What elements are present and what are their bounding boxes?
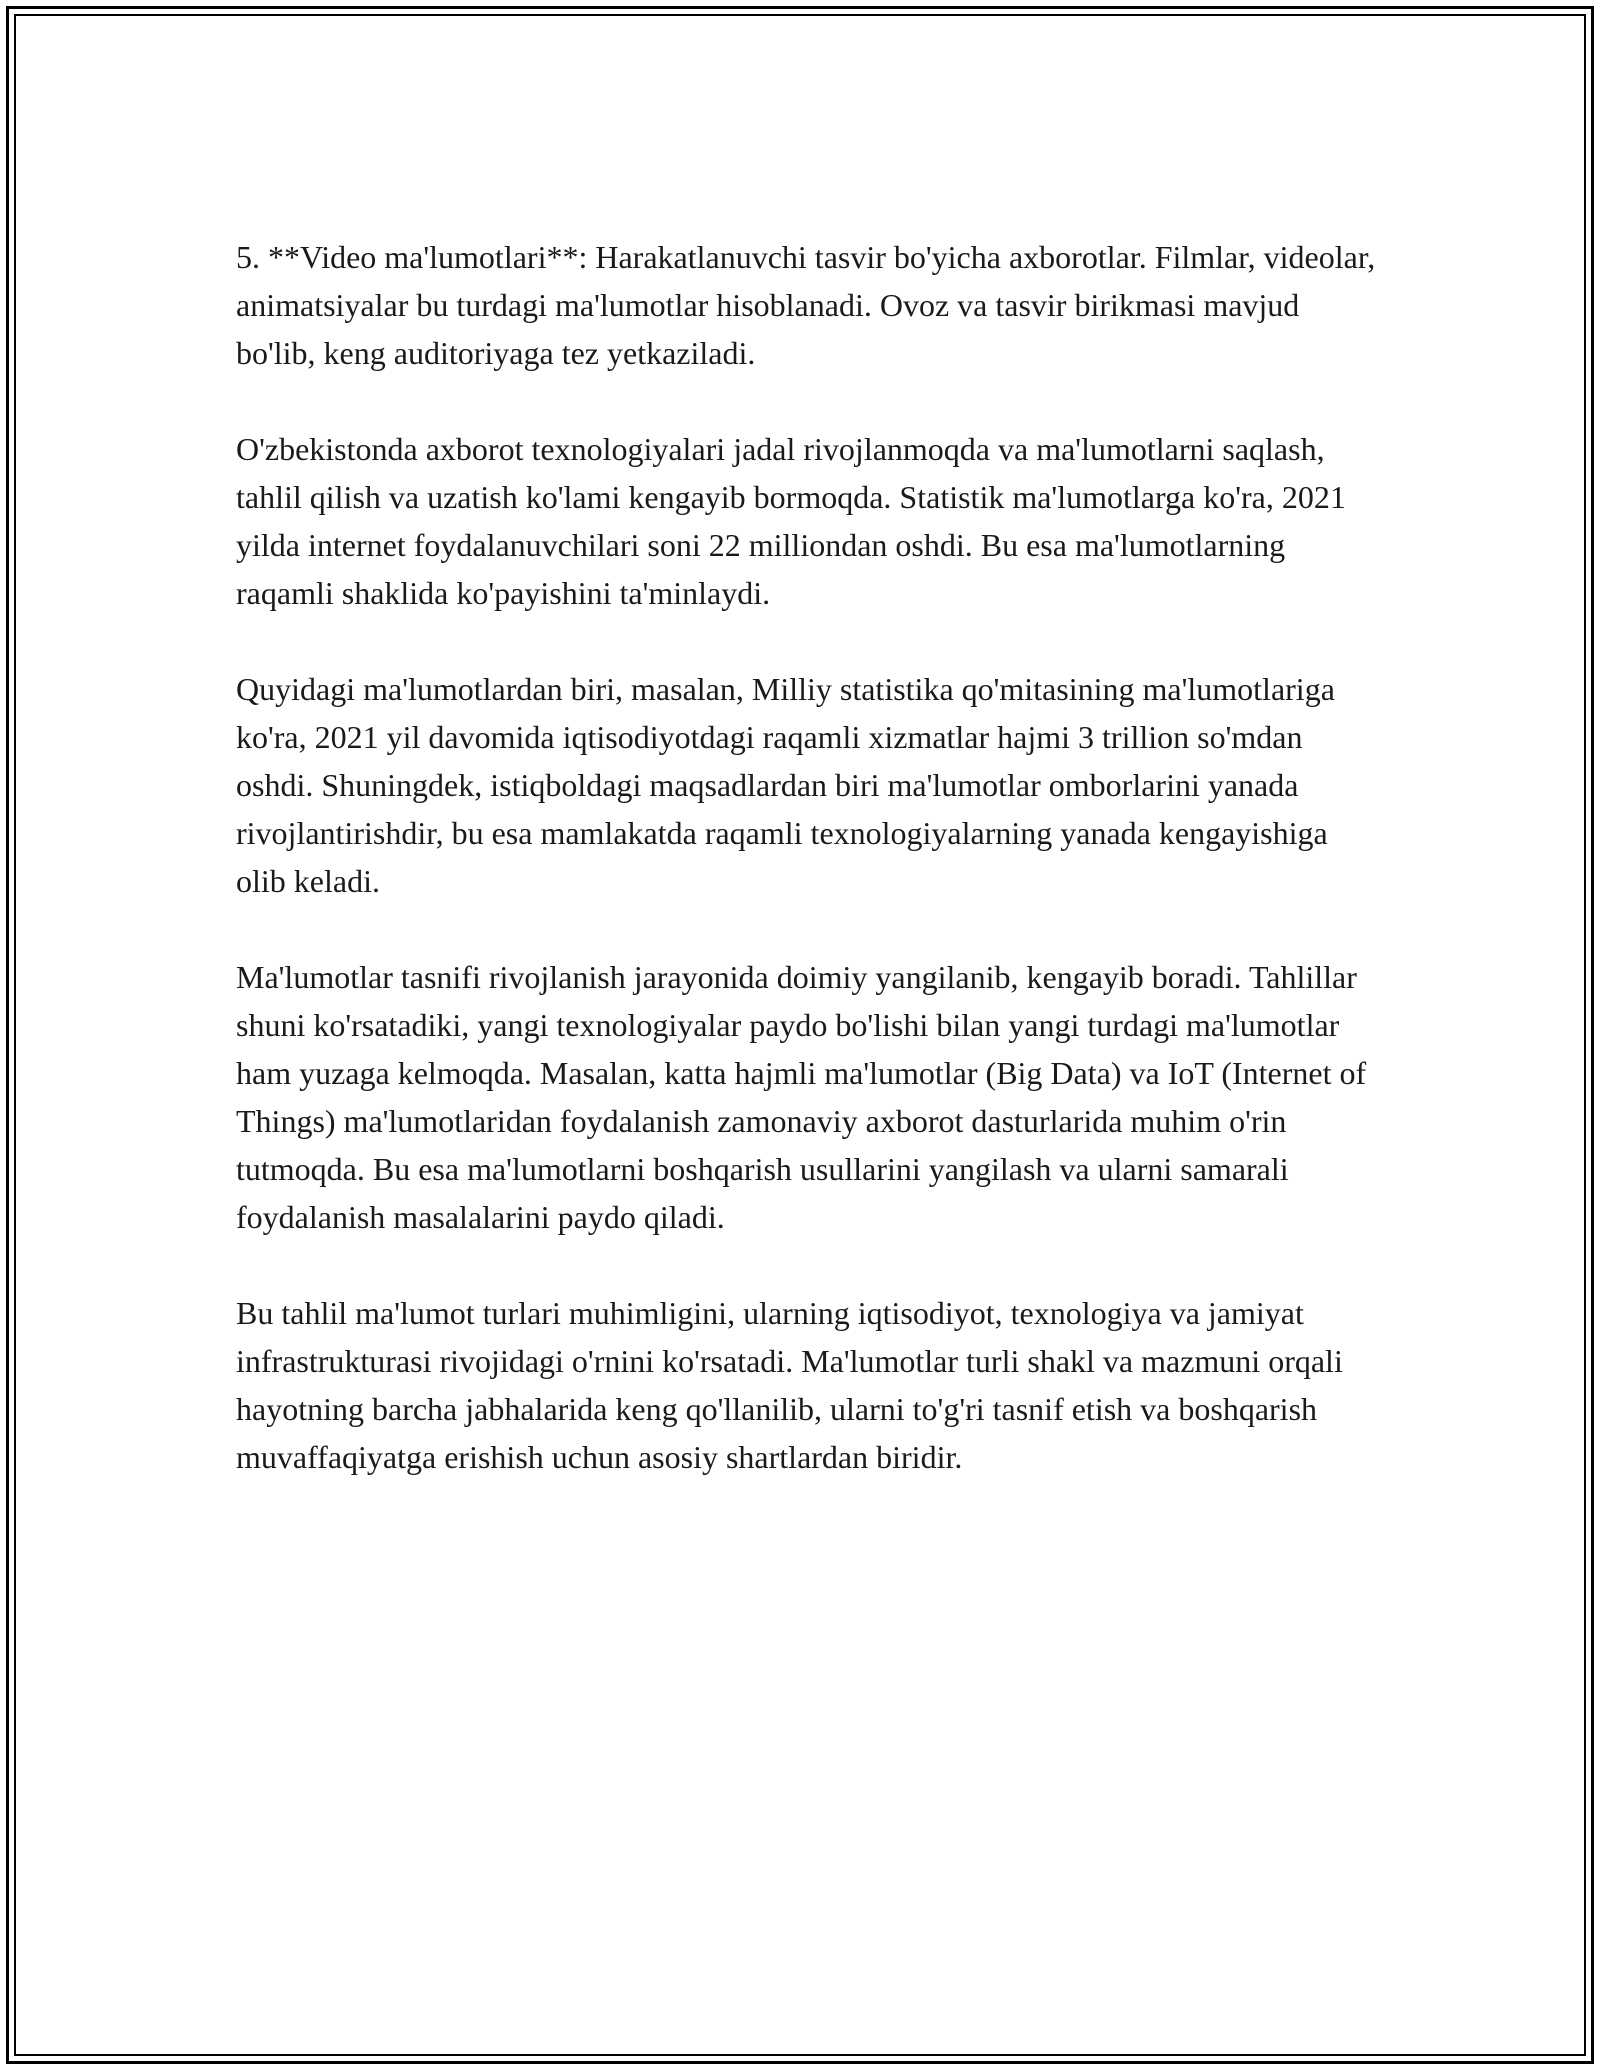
- paragraph-video-data: 5. **Video ma'lumotlari**: Harakatlanuvchi tasvir bo'yicha axborotlar. Filmlar, videolar, animatsiyalar bu turdagi ma'lumotlar hisoblanadi. Ovoz va tasvir birikmasi mavjud bo'lib, keng auditoriyaga tez yetkaziladi.: [236, 239, 1376, 371]
- paragraph-statistics-committee: Quyidagi ma'lumotlardan biri, masalan, Milliy statistika qo'mitasining ma'lumotlariga ko'ra, 2021 yil davomida iqtisodiyotdagi raqamli xizmatlar hajmi 3 trillion so'mdan oshdi. Shuningdek, istiqboldagi maqsadlardan biri ma'lumotlar omborlarini yanada rivojlantirishdir, bu esa mamlakatda raqamli texnologiyalarning yanada kengayishiga olib keladi.: [236, 671, 1335, 899]
- paragraph-data-classification: Ma'lumotlar tasnifi rivojlanish jarayonida doimiy yangilanib, kengayib boradi. Tahlillar shuni ko'rsatadiki, yangi texnologiyalar paydo bo'lishi bilan yangi turdagi ma'lumotlar ham yuzaga kelmoqda. Masalan, katta hajmli ma'lumotlar (Big Data) va IoT (Internet of Things) ma'lumotlaridan foydalanish zamonaviy axborot dasturlarida muhim o'rin tutmoqda. Bu esa ma'lumotlarni boshqarish usullarini yangilash va ularni samarali foydalanish masalalarini paydo qiladi.: [236, 959, 1367, 1235]
- paragraph-conclusion: Bu tahlil ma'lumot turlari muhimligini, ularning iqtisodiyot, texnologiya va jamiyat infrastrukturasi rivojidagi o'rnini ko'rsatadi. Ma'lumotlar turli shakl va mazmuni orqali hayotning barcha jabhalarida keng qo'llanilib, ularni to'g'ri tasnif etish va boshqarish muvaffaqiyatga erishish uchun asosiy shartlardan biridir.: [236, 1295, 1343, 1475]
- document-body: [236, 233, 1376, 1529]
- paragraph-uzbekistan-it: O'zbekistonda axborot texnologiyalari jadal rivojlanmoqda va ma'lumotlarni saqlash, tahlil qilish va uzatish ko'lami kengayib bormoqda. Statistik ma'lumotlarga ko'ra, 2021 yilda internet foydalanuvchilari soni 22 milliondan oshdi. Bu esa ma'lumotlarning raqamli shaklida ko'payishini ta'minlaydi.: [236, 431, 1346, 611]
